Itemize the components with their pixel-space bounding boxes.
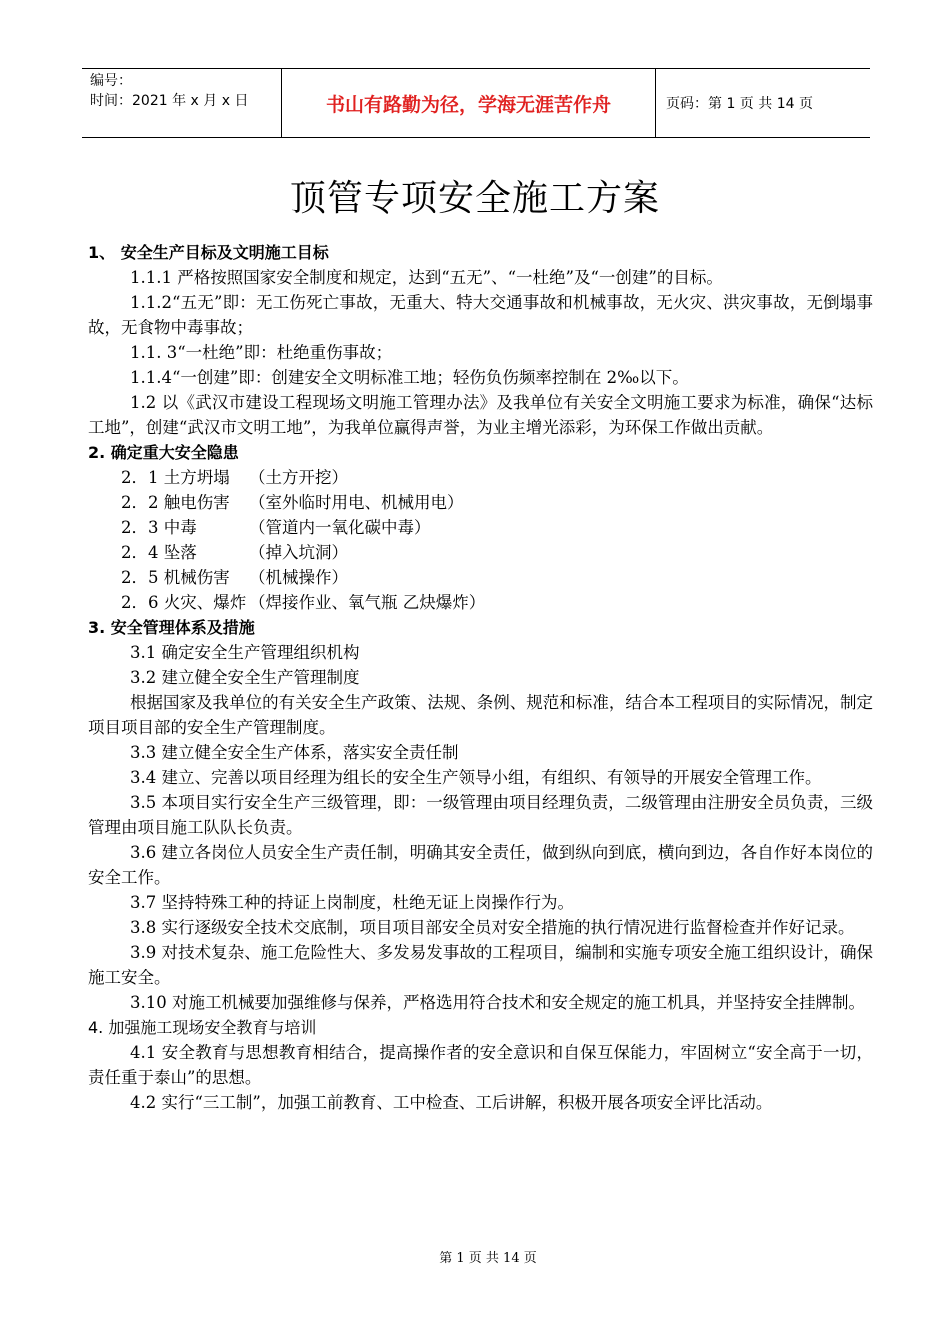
- hazard-name: 2．2 触电伤害: [121, 493, 230, 512]
- paragraph: 1.1.1 严格按照国家安全制度和规定，达到“五无”、“一杜绝”及“一创建”的目标。: [130, 268, 723, 287]
- hazard-note: （室外临时用电、机械用电）: [249, 493, 464, 512]
- hazard-note: （土方开挖）: [249, 468, 348, 487]
- hazard-name: 2．1 土方坍塌: [121, 468, 230, 487]
- paragraph: 3.4 建立、完善以项目经理为组长的安全生产领导小组，有组织、有领导的开展安全管理工作。: [130, 768, 822, 787]
- section-4-heading: 4. 加强施工现场安全教育与培训: [88, 1018, 317, 1037]
- header-meta: [82, 69, 282, 137]
- paragraph: 1.1.2“五无”即：无工伤死亡事故，无重大、特大交通事故和机械事故，无火灾、洪灾事故，无倒塌事故，无食物中毒事故；: [88, 293, 873, 337]
- paragraph: 3.3 建立健全安全生产体系，落实安全责任制: [130, 743, 459, 762]
- hazard-name: 2．4 坠落: [121, 543, 197, 562]
- paragraph: 3.7 坚持特殊工种的持证上岗制度，杜绝无证上岗操作行为。: [130, 893, 574, 912]
- paragraph: 3.6 建立各岗位人员安全生产责任制，明确其安全责任，做到纵向到底，横向到边，各自作好本岗位的安全工作。: [88, 843, 873, 887]
- paragraph: 1.1.4“一创建”即：创建安全文明标准工地；轻伤负伤频率控制在 2‰以下。: [130, 368, 689, 387]
- paragraph: 1.2 以《武汉市建设工程现场文明施工管理办法》及我单位有关安全文明施工要求为标准，确保“达标工地”，创建“武汉市文明工地”，为我单位赢得声誉，为业主增光添彩，为环保工作做出贡献。: [88, 393, 873, 437]
- hazard-item: [88, 540, 873, 565]
- section-1-heading: 1、 安全生产目标及文明施工目标: [88, 243, 329, 262]
- hazard-name: 2．5 机械伤害: [121, 568, 230, 587]
- paragraph: 4.1 安全教育与思想教育相结合，提高操作者的安全意识和自保互保能力，牢固树立“安全高于一切，责任重于泰山”的思想。: [88, 1043, 873, 1087]
- paragraph: 3.9 对技术复杂、施工危险性大、多发易发事故的工程项目，编制和实施专项安全施工组织设计，确保施工安全。: [88, 943, 873, 987]
- hazard-note: （机械操作）: [249, 568, 348, 587]
- hazard-item: [88, 490, 873, 515]
- section-2-heading: 2. 确定重大安全隐患: [88, 443, 239, 462]
- paragraph: 3.10 对施工机械要加强维修与保养，严格选用符合技术和安全规定的施工机具，并坚持安全挂牌制。: [130, 993, 865, 1012]
- hazard-note: （掉入坑洞）: [249, 543, 348, 562]
- hazard-note: （管道内一氧化碳中毒）: [249, 518, 431, 537]
- hazard-name: 2．6 火灾、爆炸: [121, 593, 247, 612]
- paragraph: 4.2 实行“三工制”，加强工前教育、工中检查、工后讲解，积极开展各项安全评比活动。: [130, 1093, 773, 1112]
- paragraph: 3.8 实行逐级安全技术交底制，项目项目部安全员对安全措施的执行情况进行监督检查并作好记录。: [130, 918, 855, 937]
- document-date-label: 时间：2021 年 x 月 x 日: [90, 93, 249, 109]
- paragraph: 根据国家及我单位的有关安全生产政策、法规、条例、规范和标准，结合本工程项目的实际情况，制定项目项目部的安全生产管理制度。: [88, 693, 873, 737]
- header-page-number: 页码：第 1 页 共 14 页: [666, 96, 813, 112]
- hazard-item: [88, 565, 873, 590]
- document-number-label: 编号：: [90, 73, 132, 89]
- hazard-note: （焊接作业、氧气瓶 乙炔爆炸）: [249, 593, 486, 612]
- document-title: 顶管专项安全施工方案: [289, 178, 660, 219]
- hazard-list: [88, 465, 873, 615]
- hazard-item: [88, 590, 873, 615]
- header-motto: 书山有路勤为径，学海无涯苦作舟: [282, 69, 656, 137]
- paragraph: 3.1 确定安全生产管理组织机构: [130, 643, 360, 662]
- paragraph: 1.1. 3“一杜绝”即：杜绝重伤事故；: [130, 343, 393, 362]
- hazard-name: 2．3 中毒: [121, 518, 197, 537]
- paragraph: 3.2 建立健全安全生产管理制度: [130, 668, 360, 687]
- hazard-item: [88, 515, 873, 540]
- page-footer: 第 1 页 共 14 页: [439, 1251, 537, 1266]
- hazard-item: [88, 465, 873, 490]
- section-3-heading: 3. 安全管理体系及措施: [88, 618, 255, 637]
- paragraph: 3.5 本项目实行安全生产三级管理，即：一级管理由项目经理负责，二级管理由注册安全员负责，三级管理由项目施工队队长负责。: [88, 793, 873, 837]
- document-body: [88, 240, 873, 1115]
- page-header: [82, 68, 870, 138]
